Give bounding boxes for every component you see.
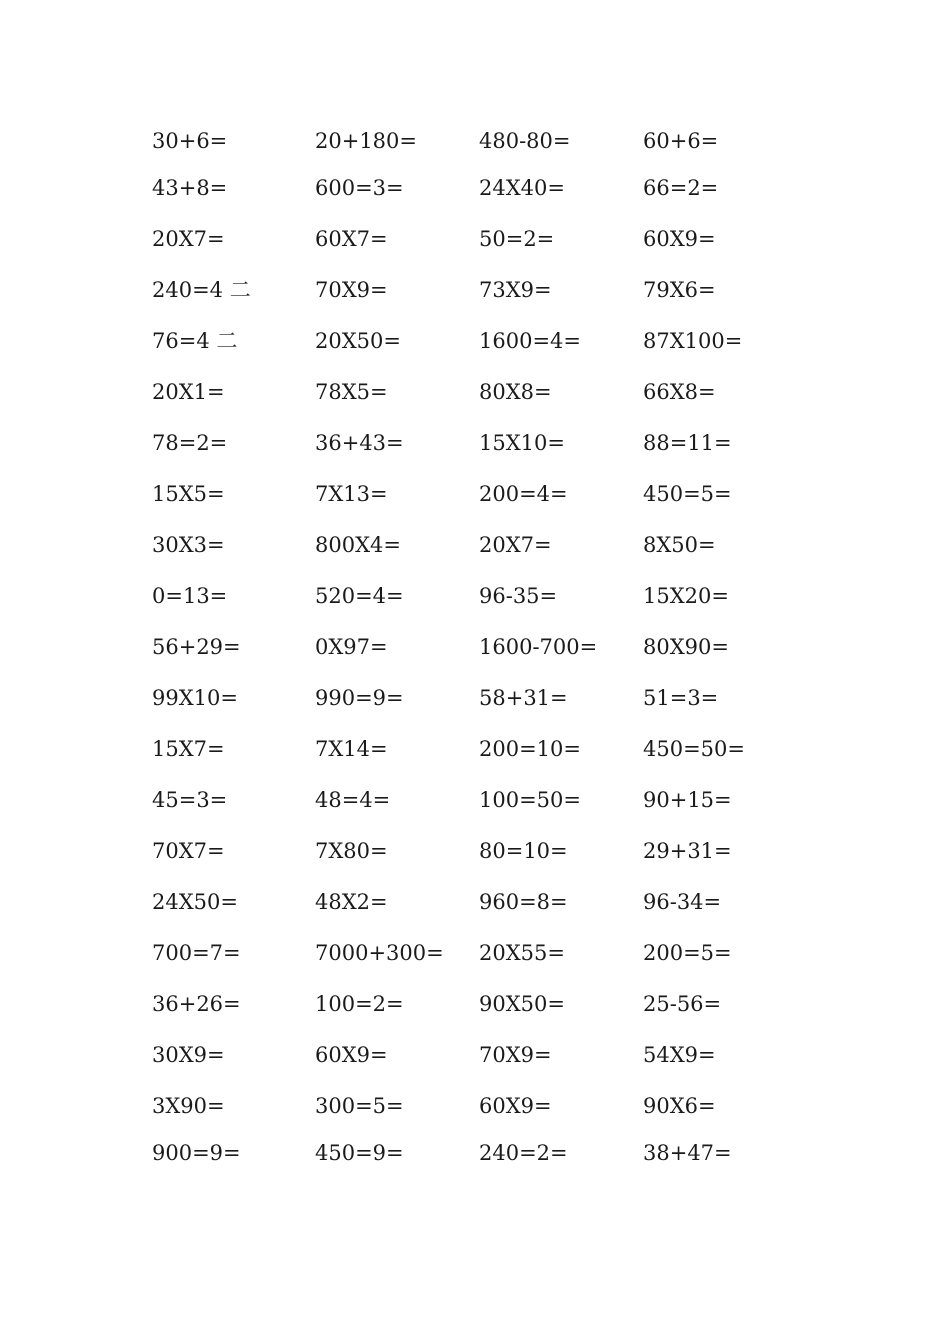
arithmetic-problem: 1600=4=	[479, 329, 581, 353]
arithmetic-problem: 78=2=	[152, 431, 228, 455]
worksheet-row	[152, 126, 812, 156]
arithmetic-problem: 15X5=	[152, 482, 225, 506]
arithmetic-problem: 480-80=	[479, 129, 571, 153]
arithmetic-problem: 96-35=	[479, 584, 558, 608]
arithmetic-problem: 29+31=	[643, 839, 732, 863]
arithmetic-problem: 78X5=	[315, 380, 388, 404]
arithmetic-problem: 30X9=	[152, 1043, 225, 1067]
arithmetic-problem: 200=10=	[479, 737, 581, 761]
arithmetic-problem: 200=5=	[643, 941, 732, 965]
arithmetic-problem: 43+8=	[152, 176, 228, 200]
arithmetic-problem: 36+26=	[152, 992, 241, 1016]
arithmetic-problem: 450=50=	[643, 737, 745, 761]
arithmetic-problem: 3X90=	[152, 1094, 225, 1118]
worksheet-row	[152, 479, 812, 509]
arithmetic-problem: 76=4 二	[152, 329, 238, 353]
arithmetic-problem: 73X9=	[479, 278, 552, 302]
arithmetic-problem: 80X90=	[643, 635, 729, 659]
worksheet-row	[152, 173, 812, 203]
arithmetic-problem: 90X50=	[479, 992, 565, 1016]
worksheet-row	[152, 785, 812, 815]
arithmetic-problem: 8X50=	[643, 533, 716, 557]
arithmetic-problem: 99X10=	[152, 686, 238, 710]
arithmetic-problem: 450=5=	[643, 482, 732, 506]
arithmetic-problem: 66X8=	[643, 380, 716, 404]
arithmetic-problem: 990=9=	[315, 686, 404, 710]
arithmetic-problem: 60X9=	[315, 1043, 388, 1067]
arithmetic-problem: 58+31=	[479, 686, 568, 710]
arithmetic-problem: 60X7=	[315, 227, 388, 251]
arithmetic-problem: 51=3=	[643, 686, 719, 710]
arithmetic-problem: 70X9=	[479, 1043, 552, 1067]
arithmetic-problem: 60X9=	[479, 1094, 552, 1118]
arithmetic-problem: 15X20=	[643, 584, 729, 608]
arithmetic-problem: 15X7=	[152, 737, 225, 761]
arithmetic-problem: 240=4 二	[152, 278, 251, 302]
arithmetic-problem: 20X55=	[479, 941, 565, 965]
arithmetic-problem: 7X13=	[315, 482, 388, 506]
arithmetic-problem: 60X9=	[643, 227, 716, 251]
worksheet-row	[152, 938, 812, 968]
arithmetic-problem: 100=2=	[315, 992, 404, 1016]
arithmetic-problem: 90X6=	[643, 1094, 716, 1118]
arithmetic-problem: 50=2=	[479, 227, 555, 251]
arithmetic-problem: 7X80=	[315, 839, 388, 863]
arithmetic-problem: 48X2=	[315, 890, 388, 914]
arithmetic-problem: 600=3=	[315, 176, 404, 200]
worksheet-row	[152, 734, 812, 764]
arithmetic-problem: 20X1=	[152, 380, 225, 404]
arithmetic-problem: 70X7=	[152, 839, 225, 863]
worksheet-row	[152, 530, 812, 560]
arithmetic-problem: 25-56=	[643, 992, 722, 1016]
arithmetic-problem: 450=9=	[315, 1141, 404, 1165]
arithmetic-problem: 80X8=	[479, 380, 552, 404]
arithmetic-problem: 88=11=	[643, 431, 732, 455]
worksheet-row	[152, 1138, 812, 1168]
arithmetic-problem: 66=2=	[643, 176, 719, 200]
arithmetic-problem: 90+15=	[643, 788, 732, 812]
arithmetic-problem: 70X9=	[315, 278, 388, 302]
arithmetic-problem: 30+6=	[152, 129, 228, 153]
arithmetic-problem: 520=4=	[315, 584, 404, 608]
arithmetic-problem: 240=2=	[479, 1141, 568, 1165]
worksheet-row	[152, 989, 812, 1019]
arithmetic-problem: 700=7=	[152, 941, 241, 965]
arithmetic-problem: 30X3=	[152, 533, 225, 557]
arithmetic-problem: 0X97=	[315, 635, 388, 659]
worksheet-row	[152, 1091, 812, 1121]
arithmetic-problem: 20X50=	[315, 329, 401, 353]
worksheet-row	[152, 428, 812, 458]
arithmetic-problem: 200=4=	[479, 482, 568, 506]
arithmetic-problem: 36+43=	[315, 431, 404, 455]
arithmetic-problem: 20X7=	[152, 227, 225, 251]
arithmetic-problem: 300=5=	[315, 1094, 404, 1118]
arithmetic-problem: 56+29=	[152, 635, 241, 659]
worksheet-row	[152, 275, 812, 305]
arithmetic-problem: 960=8=	[479, 890, 568, 914]
arithmetic-problem: 48=4=	[315, 788, 391, 812]
arithmetic-problem: 20+180=	[315, 129, 417, 153]
arithmetic-problem: 79X6=	[643, 278, 716, 302]
worksheet-row	[152, 581, 812, 611]
worksheet-row	[152, 683, 812, 713]
arithmetic-problem: 900=9=	[152, 1141, 241, 1165]
arithmetic-problem: 7000+300=	[315, 941, 444, 965]
arithmetic-problem: 96-34=	[643, 890, 722, 914]
worksheet-row	[152, 1040, 812, 1070]
arithmetic-problem: 80=10=	[479, 839, 568, 863]
arithmetic-problem: 0=13=	[152, 584, 228, 608]
arithmetic-problem: 1600-700=	[479, 635, 598, 659]
arithmetic-problem: 20X7=	[479, 533, 552, 557]
worksheet-row	[152, 224, 812, 254]
arithmetic-problem: 54X9=	[643, 1043, 716, 1067]
worksheet-row	[152, 326, 812, 356]
arithmetic-problem: 45=3=	[152, 788, 228, 812]
arithmetic-problem: 24X50=	[152, 890, 238, 914]
arithmetic-problem: 60+6=	[643, 129, 719, 153]
arithmetic-problem: 24X40=	[479, 176, 565, 200]
arithmetic-problem: 7X14=	[315, 737, 388, 761]
worksheet-row	[152, 887, 812, 917]
arithmetic-problem: 15X10=	[479, 431, 565, 455]
worksheet-row	[152, 377, 812, 407]
worksheet-row	[152, 632, 812, 662]
worksheet-row	[152, 836, 812, 866]
arithmetic-problem: 87X100=	[643, 329, 743, 353]
arithmetic-problem: 800X4=	[315, 533, 401, 557]
arithmetic-problem: 100=50=	[479, 788, 581, 812]
arithmetic-problem: 38+47=	[643, 1141, 732, 1165]
